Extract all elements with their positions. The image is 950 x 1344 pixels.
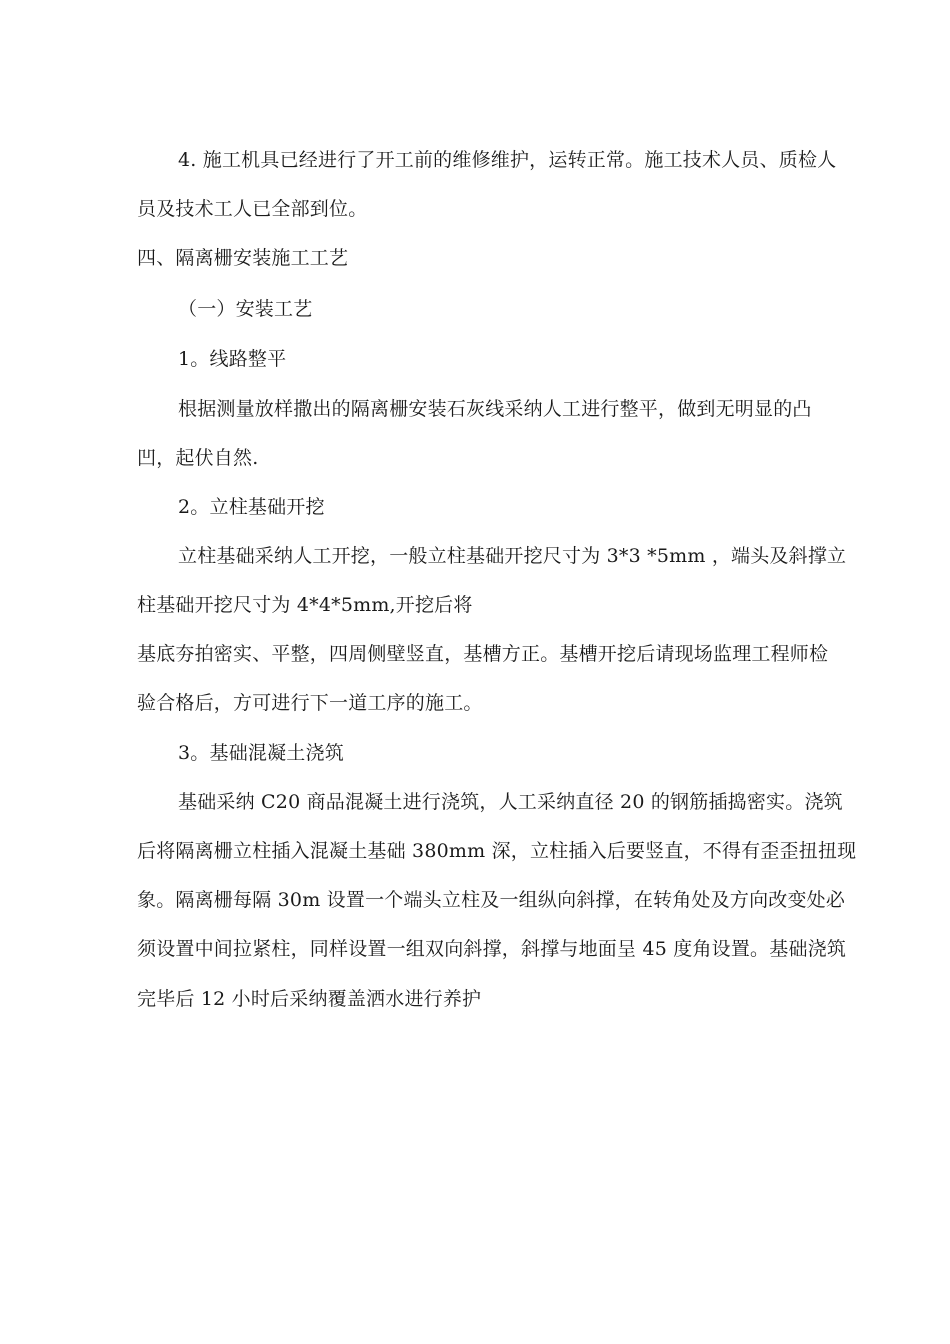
step-heading: 2。立柱基础开挖	[178, 496, 325, 518]
text-line: 完毕后 12 小时后采纳覆盖洒水进行养护	[137, 988, 482, 1010]
step-heading: 1。线路整平	[178, 348, 287, 370]
text-line: 凹，起伏自然.	[137, 447, 259, 469]
text-line: 柱基础开挖尺寸为 4*4*5mm,开挖后将	[137, 594, 473, 616]
text-line: 象。隔离栅每隔 30m 设置一个端头立柱及一组纵向斜撑，在转角处及方向改变处必	[137, 889, 846, 911]
subsection-heading: （一）安装工艺	[178, 298, 313, 320]
text-line: 员及技术工人已全部到位。	[137, 198, 368, 220]
text-line: 基础采纳 C20 商品混凝土进行浇筑，人工采纳直径 20 的钢筋插捣密实。浇筑	[178, 791, 843, 813]
text-line: 立柱基础采纳人工开挖，一般立柱基础开挖尺寸为 3*3 *5mm ，端头及斜撑立	[178, 545, 847, 567]
text-line: 4. 施工机具已经进行了开工前的维修维护，运转正常。施工技术人员、质检人	[178, 149, 837, 171]
step-heading: 3。基础混凝土浇筑	[178, 742, 344, 764]
text-line: 须设置中间拉紧柱，同样设置一组双向斜撑，斜撑与地面呈 45 度角设置。基础浇筑	[137, 938, 847, 960]
text-line: 根据测量放样撒出的隔离栅安装石灰线采纳人工进行整平，做到无明显的凸	[178, 398, 812, 420]
section-heading: 四、隔离栅安装施工工艺	[137, 247, 349, 269]
text-line: 后将隔离栅立柱插入混凝土基础 380mm 深，立柱插入后要竖直，不得有歪歪扭扭现	[137, 840, 857, 862]
text-line: 基底夯拍密实、平整，四周侧壁竖直，基槽方正。基槽开挖后请现场监理工程师检	[137, 643, 829, 665]
text-line: 验合格后，方可进行下一道工序的施工。	[137, 692, 483, 714]
